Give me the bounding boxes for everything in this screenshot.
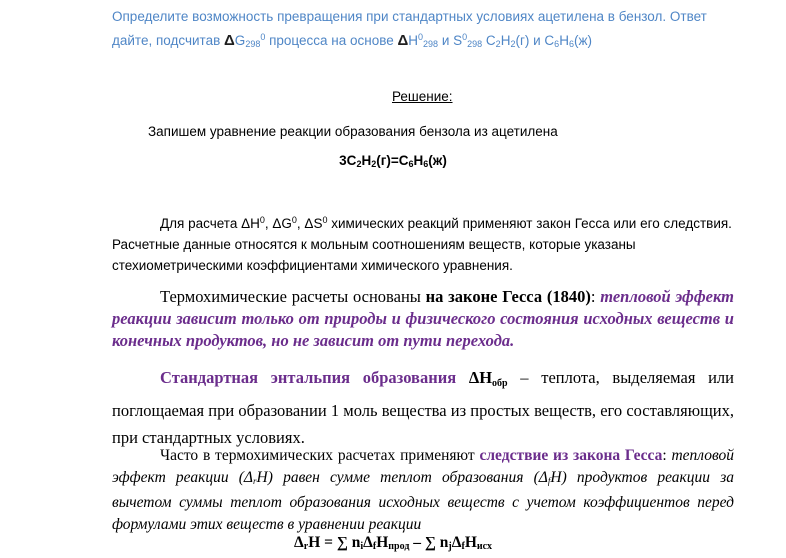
enthalpy-symbol: H [408, 33, 419, 48]
subscript-298: 298 [423, 39, 439, 49]
delta-symbol: Δ [224, 32, 235, 49]
formula-part: H [500, 33, 511, 48]
formula-subscript: r [303, 541, 309, 552]
intro-text: Запишем уравнение реакции образования бензола из ацетилена [148, 124, 558, 139]
subscript-f: f [547, 476, 551, 486]
delta-symbol: Δ [397, 32, 409, 49]
solution-heading: Решение: [392, 89, 453, 104]
formula-part: C [482, 33, 496, 48]
hess-formula [0, 534, 786, 552]
enthalpy-symbol: ΔH [468, 368, 493, 387]
formula-subscript: i [360, 541, 364, 552]
hess-law-paragraph [112, 286, 734, 352]
subscript-obr: обр [492, 378, 508, 389]
formula-part: H [376, 534, 389, 551]
subscript-298: 298 [245, 39, 261, 49]
law-definition: тепловой эффект реакции зависит только от природы и физического состояния исходных веществ и конечных продуктов, но не зависит от пути перехода. [112, 287, 734, 350]
formula-subscript: прод [388, 541, 410, 552]
formula-part: H [559, 33, 569, 48]
superscript-0: 0 [291, 215, 297, 225]
hess-paragraph [112, 210, 734, 276]
formula-part: H = ∑ n [308, 534, 361, 551]
task-text: дайте, подсчитав [112, 33, 225, 48]
subscript-298: 298 [467, 39, 483, 49]
paragraph-line: Расчетные данные относятся к мольным соотношениям веществ, которые указаны [112, 237, 636, 252]
equation-subscript: 2 [371, 159, 377, 169]
text-run: Часто в термохимических расчетах применяют [160, 447, 480, 464]
enthalpy-definition [112, 364, 734, 451]
subscript: 2 [495, 39, 501, 49]
text-run: : [662, 447, 667, 464]
italic-run: H) равен сумме теплот образования (Δ [256, 469, 548, 486]
text-run: , ΔS [296, 216, 323, 231]
formula-part: (ж) [573, 33, 592, 48]
task-line-1: Определите возможность превращения при стандартных условиях ацетилена в бензол. Ответ [112, 9, 707, 24]
equation-subscript: 2 [356, 159, 362, 169]
superscript-0: 0 [418, 32, 424, 42]
formula-part: Δ [451, 534, 462, 551]
equation-part: (г)=C [376, 153, 409, 168]
equation-part: H [413, 153, 424, 168]
task-line-2 [112, 27, 772, 55]
formula-subscript: f [461, 541, 465, 552]
superscript-0: 0 [260, 32, 266, 42]
formula-subscript: f [372, 541, 377, 552]
text-run: Для расчета ΔH [160, 216, 260, 231]
formula-part: H [464, 534, 477, 551]
superscript-0: 0 [259, 215, 265, 225]
task-statement [112, 6, 772, 55]
equation-part: 3C [339, 153, 357, 168]
text-run: : [590, 287, 601, 306]
paragraph-line: стехиометрическими коэффициентами химического уравнения. [112, 258, 513, 273]
task-text: процесса на основе [265, 33, 398, 48]
term-highlight: следствие из закона Гесса [479, 447, 663, 464]
subscript: 6 [554, 39, 560, 49]
text-run: химических реакций применяют закон Гесса или его следствия. [327, 216, 732, 231]
formula-part: Δ [294, 534, 304, 551]
gibbs-symbol: G [234, 33, 246, 48]
formula-subscript: j [448, 541, 452, 552]
text-run: Термохимические расчеты основаны [160, 287, 426, 306]
text-run: – теплота, выделяемая или поглощаемая при образовании 1 моль вещества из простых веществ, его составляющих, при стандартных условиях. [112, 368, 734, 447]
entropy-symbol: и S [438, 33, 463, 48]
equation-part: H [361, 153, 372, 168]
term-highlight: Стандартная энтальпия образования [160, 368, 457, 387]
subscript: 6 [568, 39, 574, 49]
equation-subscript: 6 [408, 159, 414, 169]
law-name: на законе Гесса (1840) [425, 287, 591, 306]
subscript: 2 [510, 39, 516, 49]
italic-run: H) продуктов реакции за вычетом суммы теплот образования исходных веществ с учетом коэффициентов перед формулами этих веществ в уравнении реакции [112, 469, 734, 533]
italic-run: тепловой эффект реакции (Δ [112, 447, 735, 486]
hess-consequence [112, 445, 734, 536]
formula-part: – ∑ n [409, 534, 449, 551]
equation-part: (ж) [428, 153, 447, 168]
superscript-0: 0 [322, 215, 328, 225]
formula-subscript: исх [476, 541, 492, 552]
equation-subscript: 6 [423, 159, 429, 169]
reaction-equation [0, 153, 786, 169]
paragraph-line [112, 210, 734, 234]
text-run [456, 368, 469, 387]
superscript-0: 0 [462, 32, 468, 42]
subscript-r: r [253, 476, 257, 486]
formula-part: (г) и C [515, 33, 555, 48]
text-run: , ΔG [264, 216, 292, 231]
formula-part: Δ [363, 534, 373, 551]
